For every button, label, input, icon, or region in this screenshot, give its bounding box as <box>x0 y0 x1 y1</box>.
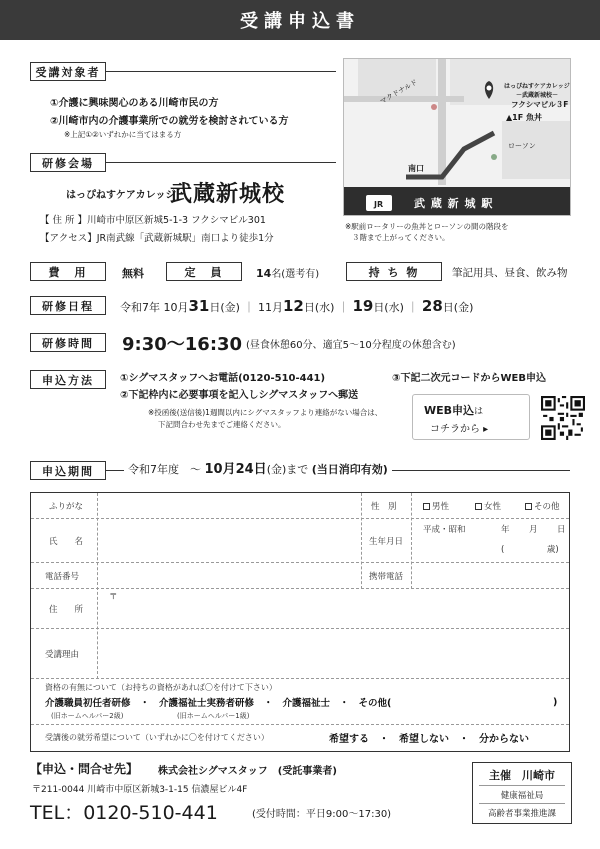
map-label-lawson: ローソン <box>508 142 536 150</box>
jr-logo: JR <box>374 200 384 209</box>
reason-label: 受講理由 <box>45 650 80 660</box>
access-map <box>343 58 571 216</box>
name-label: 氏 名 <box>49 537 84 547</box>
fee-value: 無料 <box>122 267 144 280</box>
sex-male-option[interactable]: 男性 <box>423 493 449 519</box>
items-value: 筆記用具、昼食、飲み物 <box>452 267 568 279</box>
furigana-label: ふりがな <box>49 502 84 512</box>
qualification-sub-2: (旧ホームヘルパー1級) <box>177 712 250 720</box>
target-tab: 受講対象者 <box>30 62 106 81</box>
checkbox-icon[interactable] <box>525 503 532 510</box>
sex-female-option[interactable]: 女性 <box>475 493 501 519</box>
page-title: 受講申込書 <box>0 0 600 40</box>
work-options[interactable]: 希望する ・ 希望しない ・ 分からない <box>329 734 529 745</box>
contact-address: 〒211-0044 川崎市中原区新城3-1-15 信濃屋ビル4F <box>32 785 248 795</box>
apply-note-1: ※投函後(送信後)1週間以内にシグマスタッフより連絡がない場合は、 <box>148 408 383 417</box>
apply-note-2: 下記問合わせ先までご連絡ください。 <box>158 420 286 429</box>
contact-hours: (受付時間：平日9:00～17:30) <box>252 809 392 820</box>
contact-company: 株式会社シグマスタッフ (受託事業者) <box>158 766 337 777</box>
map-label-station: 武 蔵 新 城 駅 <box>414 197 494 210</box>
map-note-2: ３階まで上がってください。 <box>352 233 450 242</box>
contact-heading: 【申込・問合せ先】 <box>30 762 139 776</box>
dates-tab: 研修日程 <box>30 296 106 315</box>
map-label-building: フクシマビル３F <box>511 100 569 109</box>
venue-access: 【アクセス】JR南武線「武蔵新城駅」南口より徒歩1分 <box>40 233 274 244</box>
dob-era[interactable]: 平成・昭和 <box>423 525 466 535</box>
dob-label: 生年月日 <box>369 537 404 547</box>
time-tab: 研修時間 <box>30 333 106 352</box>
phone-label: 電話番号 <box>45 572 80 582</box>
contact-tel[interactable]: TEL：0120-510-441 <box>30 802 218 824</box>
web-apply-link[interactable]: コチラから ▸ <box>430 424 489 435</box>
phone-input[interactable] <box>103 563 358 589</box>
target-item-2: ②川崎市内の介護事業所での就労を検討されている方 <box>50 116 289 127</box>
checkbox-icon[interactable] <box>475 503 482 510</box>
postal-mark: 〒 <box>109 592 118 602</box>
divider <box>479 803 565 804</box>
qualification-sub-1: (旧ホームヘルパー2級) <box>51 712 124 720</box>
apply-method-2: ②下記枠内に必要事項を記入しシグマスタッフへ郵送 <box>120 390 359 401</box>
mobile-input[interactable] <box>416 563 566 589</box>
deadline-value: 令和7年度 ～ 10月24日(金)まで (当日消印有効) <box>124 458 392 477</box>
apply-tab: 申込方法 <box>30 370 106 389</box>
dob-month: 月 <box>529 525 538 535</box>
school-prefix: はっぴねすケアカレッジ <box>66 190 176 201</box>
map-label-college-sub: －武蔵新城校－ <box>516 92 559 99</box>
address-input[interactable] <box>103 589 563 629</box>
capacity-tab: 定 員 <box>166 262 242 281</box>
work-label: 受講後の就労希望について（いずれかに〇を付けてください） <box>45 733 269 742</box>
divider <box>479 785 565 786</box>
sex-other-option[interactable]: その他 <box>525 493 560 519</box>
furigana-input[interactable] <box>103 493 358 519</box>
sponsor-title: 主催 川崎市 <box>489 769 555 782</box>
target-item-1: ①介護に興味関心のある川崎市民の方 <box>50 98 219 109</box>
divider <box>411 493 412 589</box>
divider <box>106 71 336 72</box>
sponsor-box <box>472 762 572 824</box>
mobile-label: 携帯電話 <box>369 572 404 582</box>
deadline-tab: 申込期間 <box>30 461 106 480</box>
divider <box>106 162 336 163</box>
dob-age: ( 歳) <box>501 545 559 555</box>
divider <box>361 493 362 589</box>
sex-label: 性 別 <box>371 502 397 512</box>
qualification-options[interactable]: 介護職員初任者研修 ・ 介護福祉士実務者研修 ・ 介護福祉士 ・ その他( <box>45 698 392 709</box>
time-value: 9:30～16:30 <box>122 334 243 355</box>
sponsor-dept-2: 高齢者事業推進課 <box>487 809 556 819</box>
apply-method-1: ①シグマスタッフへお電話(0120-510-441) <box>120 373 326 384</box>
school-name: 武蔵新城校 <box>170 182 286 207</box>
time-note: (昼食休憩60分、適宜5～10分程度の休憩含む) <box>246 340 456 351</box>
capacity-value: 14名(選考有) <box>256 267 320 280</box>
target-note: ※上記①②いずれかに当てはまる方 <box>64 130 182 139</box>
dates-value: 令和7年 10月31日(金) ｜ 11月12日(水) ｜ 19日(水) ｜ 28日(金) <box>120 297 474 315</box>
map-label-south-exit: 南口 <box>408 164 424 173</box>
name-input[interactable] <box>103 519 358 563</box>
fee-tab: 費 用 <box>30 262 106 281</box>
checkbox-icon[interactable] <box>423 503 430 510</box>
qr-code[interactable] <box>541 396 585 440</box>
qualification-label: 資格の有無について（お持ちの資格があれば〇を付けて下さい） <box>45 682 277 692</box>
map-label-uoi: ▲1F 魚丼 <box>506 113 542 122</box>
address-label: 住 所 <box>49 605 84 615</box>
dob-day: 日 <box>557 525 566 535</box>
divider <box>97 493 98 679</box>
dob-year: 年 <box>501 525 510 535</box>
web-apply-label[interactable]: WEB申込は <box>424 404 484 417</box>
sponsor-dept-1: 健康福祉局 <box>500 791 544 801</box>
map-label-mcdonalds: マクドナルド <box>378 78 419 106</box>
venue-tab: 研修会場 <box>30 153 106 172</box>
items-tab: 持 ち 物 <box>346 262 442 281</box>
apply-method-3: ③下記二次元コードからWEB申込 <box>392 373 546 384</box>
application-form <box>30 492 570 752</box>
map-label-college: はっぴねすケアカレッジ <box>504 83 570 90</box>
qualification-other-close: ) <box>553 696 558 708</box>
map-note-1: ※駅前ロータリーの魚丼とローソンの間の階段を <box>345 222 509 231</box>
venue-address: 【 住 所 】川崎市中原区新城5-1-3 フクシマビル301 <box>40 215 266 226</box>
reason-input[interactable] <box>103 629 563 679</box>
